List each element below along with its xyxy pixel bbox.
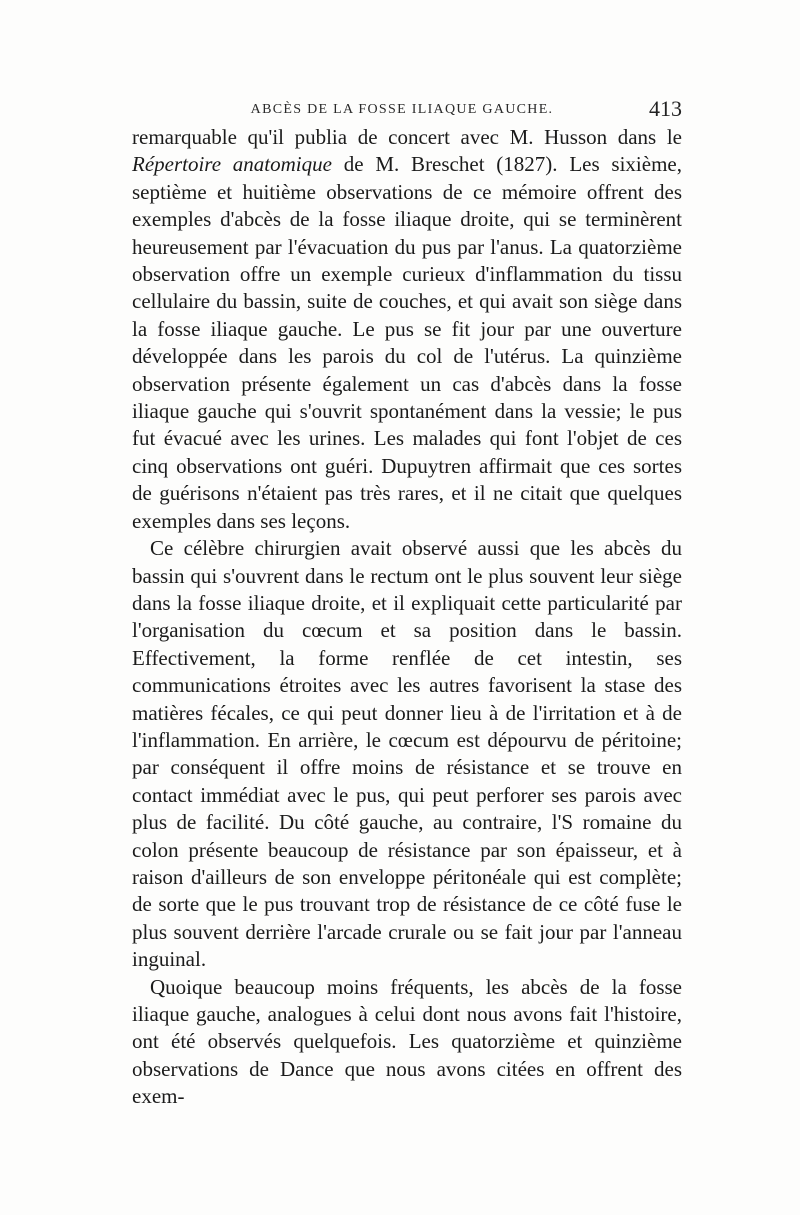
running-head	[132, 96, 682, 124]
running-title: ABCÈS DE LA FOSSE ILIAQUE GAUCHE.	[250, 102, 554, 117]
page-number: 413	[649, 96, 682, 121]
paragraph-1	[132, 124, 682, 535]
paragraph-2: Ce célèbre chirurgien avait observé aussi que les abcès du bassin qui s'ouvrent dans le rectum ont le plus souvent leur siège dans la fosse iliaque droite, et il expliquait cette particularité par l'organisation du cœcum et sa position dans le bassin. Effectivement, la forme renflée de cet intestin, ses communications étroites avec les autres favorisent la stase des matières fécales, ce qui peut donner lieu à de l'irritation et à de l'inflammation. En arrière, le cœcum est dépourvu de péritoine; par conséquent il offre moins de résistance et se trouve en contact immédiat avec le pus, qui peut perforer ses parois avec plus de facilité. Du côté gauche, au contraire, l'S romaine du colon présente beaucoup de résistance par son épaisseur, et à raison d'ailleurs de son enveloppe péritonéale qui est complète; de sorte que le pus trouvant trop de résistance de ce côté fuse le plus souvent derrière l'arcade crurale ou se fait jour par l'anneau inguinal.	[132, 536, 682, 972]
paragraph-1-after: de M. Breschet (1827). Les sixième, septième et huitième observations de ce mémoire offrent des exemples d'abcès de la fosse iliaque droite, qui se terminèrent heureusement par l'évacuation du pus par l'anus. La quatorzième observation offre un exemple curieux d'inflammation du tissu cellulaire du bassin, suite de couches, et qui avait son siège dans la fosse iliaque gauche. Le pus se fit jour par une ouverture développée dans les parois du col de l'utérus. La quinzième observation présente également un cas d'abcès dans la fosse iliaque gauche qui s'ouvrit spontanément dans la vessie; le pus fut évacué avec les urines. Les malades qui font l'objet de ces cinq observations ont guéri. Dupuytren affirmait que ces sortes de guérisons n'étaient pas très rares, et il ne citait que quelques exemples dans ses leçons.	[132, 152, 682, 533]
journal-title: Répertoire anatomique	[132, 152, 332, 177]
paragraph-3: Quoique beaucoup moins fréquents, les abcès de la fosse iliaque gauche, analogues à celui dont nous avons fait l'histoire, ont été observés quelquefois. Les quatorzième et quinzième observations de Dance que nous avons citées en offrent des exem-	[132, 974, 682, 1109]
paragraph-1-before: remarquable qu'il publia de concert avec M. Husson dans le	[132, 125, 682, 149]
body-text	[132, 124, 682, 1111]
